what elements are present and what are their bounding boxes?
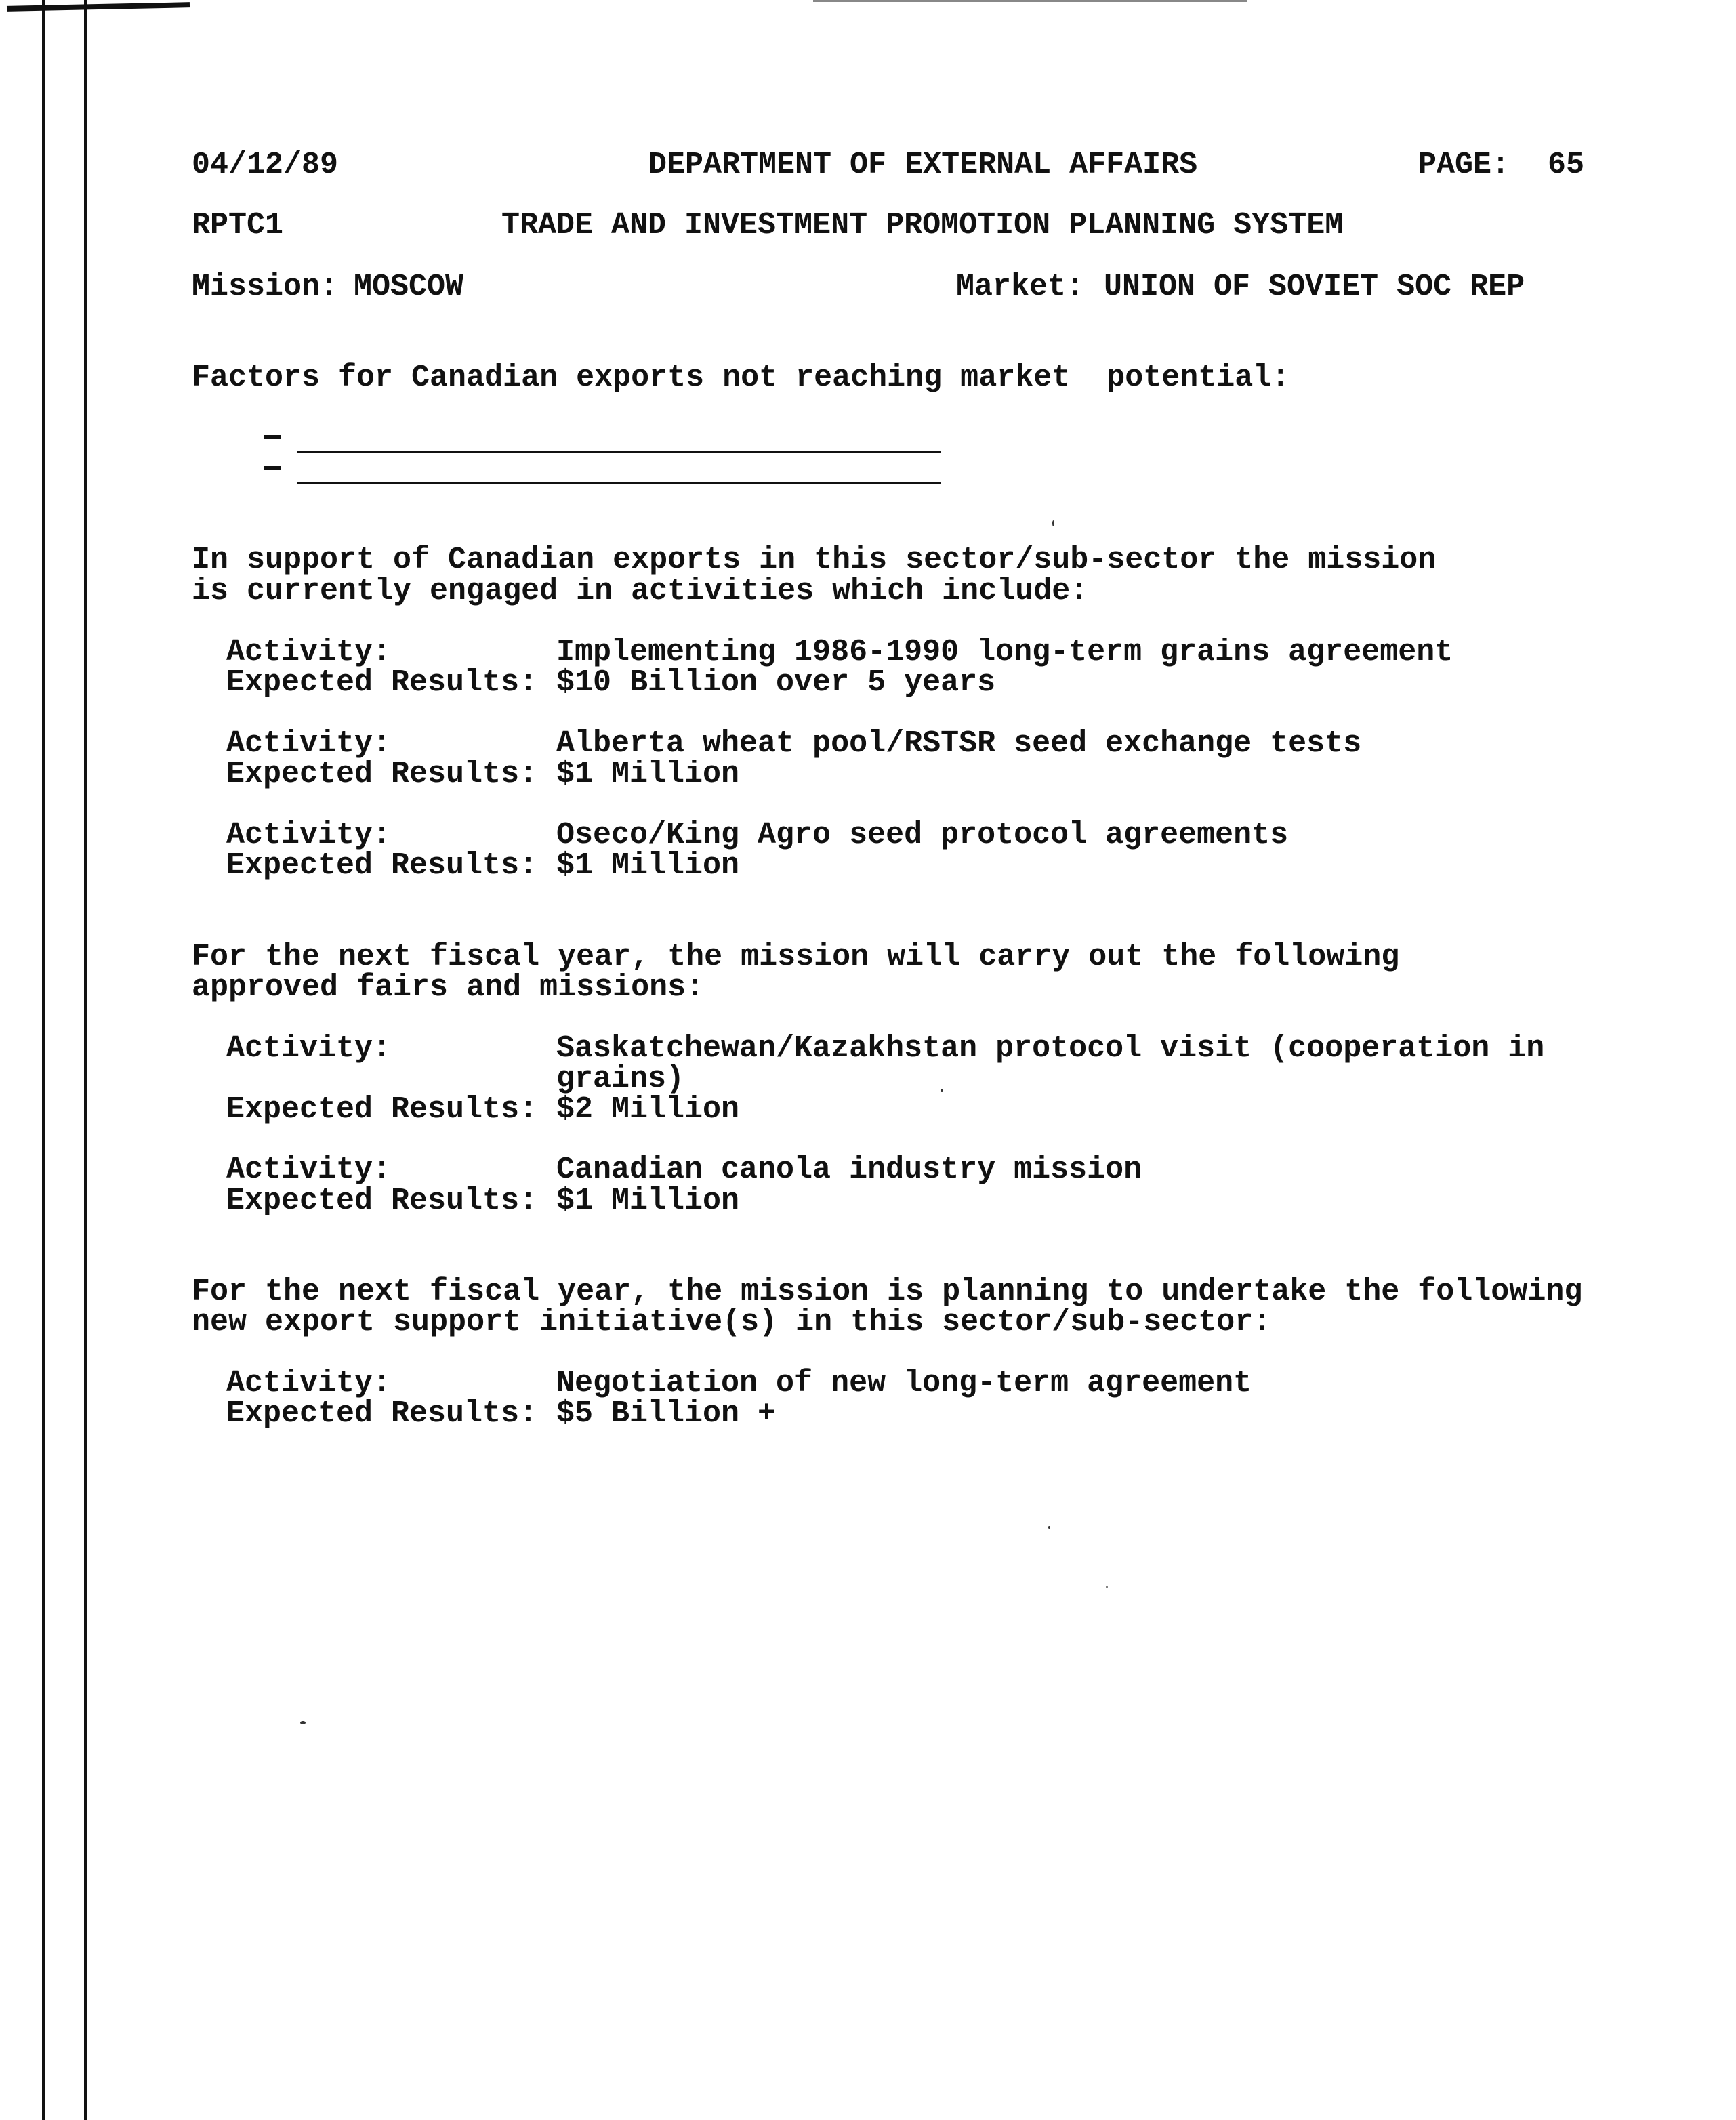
activity-label: Activity: bbox=[226, 635, 392, 669]
expected-results-label: Expected Results: bbox=[226, 1396, 538, 1431]
expected-results-value: $1 Million bbox=[556, 1184, 740, 1218]
scan-speck bbox=[1106, 1586, 1108, 1588]
expected-results-value: $10 Billion over 5 years bbox=[556, 665, 996, 700]
expected-results-value: $2 Million bbox=[556, 1092, 740, 1127]
department-name: DEPARTMENT OF EXTERNAL AFFAIRS bbox=[648, 148, 1198, 182]
scan-speck bbox=[1052, 520, 1054, 526]
mission-value: MOSCOW bbox=[354, 270, 464, 304]
factor-bullet-2 bbox=[264, 466, 281, 470]
current-intro-line-1: In support of Canadian exports in this sector/sub-sector the mission bbox=[192, 543, 1437, 577]
initiatives-intro-line-1: For the next fiscal year, the mission is planning to undertake the following bbox=[192, 1274, 1583, 1309]
fairs-intro-line-1: For the next fiscal year, the mission will carry out the following bbox=[192, 940, 1400, 974]
mission-label: Mission: bbox=[192, 270, 339, 304]
expected-results-value: $1 Million bbox=[556, 848, 740, 883]
initiatives-intro-line-2: new export support initiative(s) in this sector/sub-sector: bbox=[192, 1305, 1272, 1339]
activity-text: Negotiation of new long-term agreement bbox=[556, 1366, 1252, 1400]
activity-label: Activity: bbox=[226, 818, 392, 852]
expected-results-label: Expected Results: bbox=[226, 1092, 538, 1127]
fairs-intro-line-2: approved fairs and missions: bbox=[192, 970, 705, 1005]
market-label: Market: bbox=[956, 270, 1085, 304]
report-code: RPTC1 bbox=[192, 208, 284, 243]
factor-blank-line-2 bbox=[297, 482, 941, 484]
current-intro-line-2: is currently engaged in activities which include: bbox=[192, 574, 1089, 608]
scan-edge-top-right bbox=[813, 0, 1247, 2]
activity-text-line-1: Saskatchewan/Kazakhstan protocol visit (cooperation in bbox=[556, 1031, 1545, 1066]
activity-text: Alberta wheat pool/RSTSR seed exchange tests bbox=[556, 726, 1362, 761]
expected-results-label: Expected Results: bbox=[226, 665, 538, 700]
factor-blank-line-1 bbox=[297, 451, 941, 453]
activity-text-line-2: grains) bbox=[556, 1062, 685, 1096]
expected-results-value: $5 Billion + bbox=[556, 1396, 777, 1431]
activity-text: Oseco/King Agro seed protocol agreements bbox=[556, 818, 1289, 852]
page-number: 65 bbox=[1548, 148, 1585, 182]
market-value: UNION OF SOVIET SOC REP bbox=[1104, 270, 1525, 304]
activity-label: Activity: bbox=[226, 1152, 392, 1187]
scan-speck bbox=[300, 1721, 306, 1724]
system-title: TRADE AND INVESTMENT PROMOTION PLANNING SYSTEM bbox=[501, 208, 1344, 243]
activity-text: Implementing 1986-1990 long-term grains agreement bbox=[556, 635, 1453, 669]
activity-label: Activity: bbox=[226, 1366, 392, 1400]
expected-results-label: Expected Results: bbox=[226, 1184, 538, 1218]
activity-text: Canadian canola industry mission bbox=[556, 1152, 1142, 1187]
scan-edge-top bbox=[7, 2, 190, 12]
report-date: 04/12/89 bbox=[192, 148, 339, 182]
activity-label: Activity: bbox=[226, 726, 392, 761]
scan-speck bbox=[941, 1089, 943, 1092]
expected-results-label: Expected Results: bbox=[226, 848, 538, 883]
scan-edge-left-outer bbox=[42, 0, 45, 2120]
expected-results-label: Expected Results: bbox=[226, 757, 538, 791]
scan-speck bbox=[1048, 1526, 1050, 1529]
scan-edge-left-inner bbox=[84, 0, 87, 2120]
activity-label: Activity: bbox=[226, 1031, 392, 1066]
factor-bullet-1 bbox=[264, 435, 281, 439]
factors-heading: Factors for Canadian exports not reaching market potential: bbox=[192, 360, 1290, 395]
expected-results-value: $1 Million bbox=[556, 757, 740, 791]
page-label: PAGE: bbox=[1418, 148, 1510, 182]
